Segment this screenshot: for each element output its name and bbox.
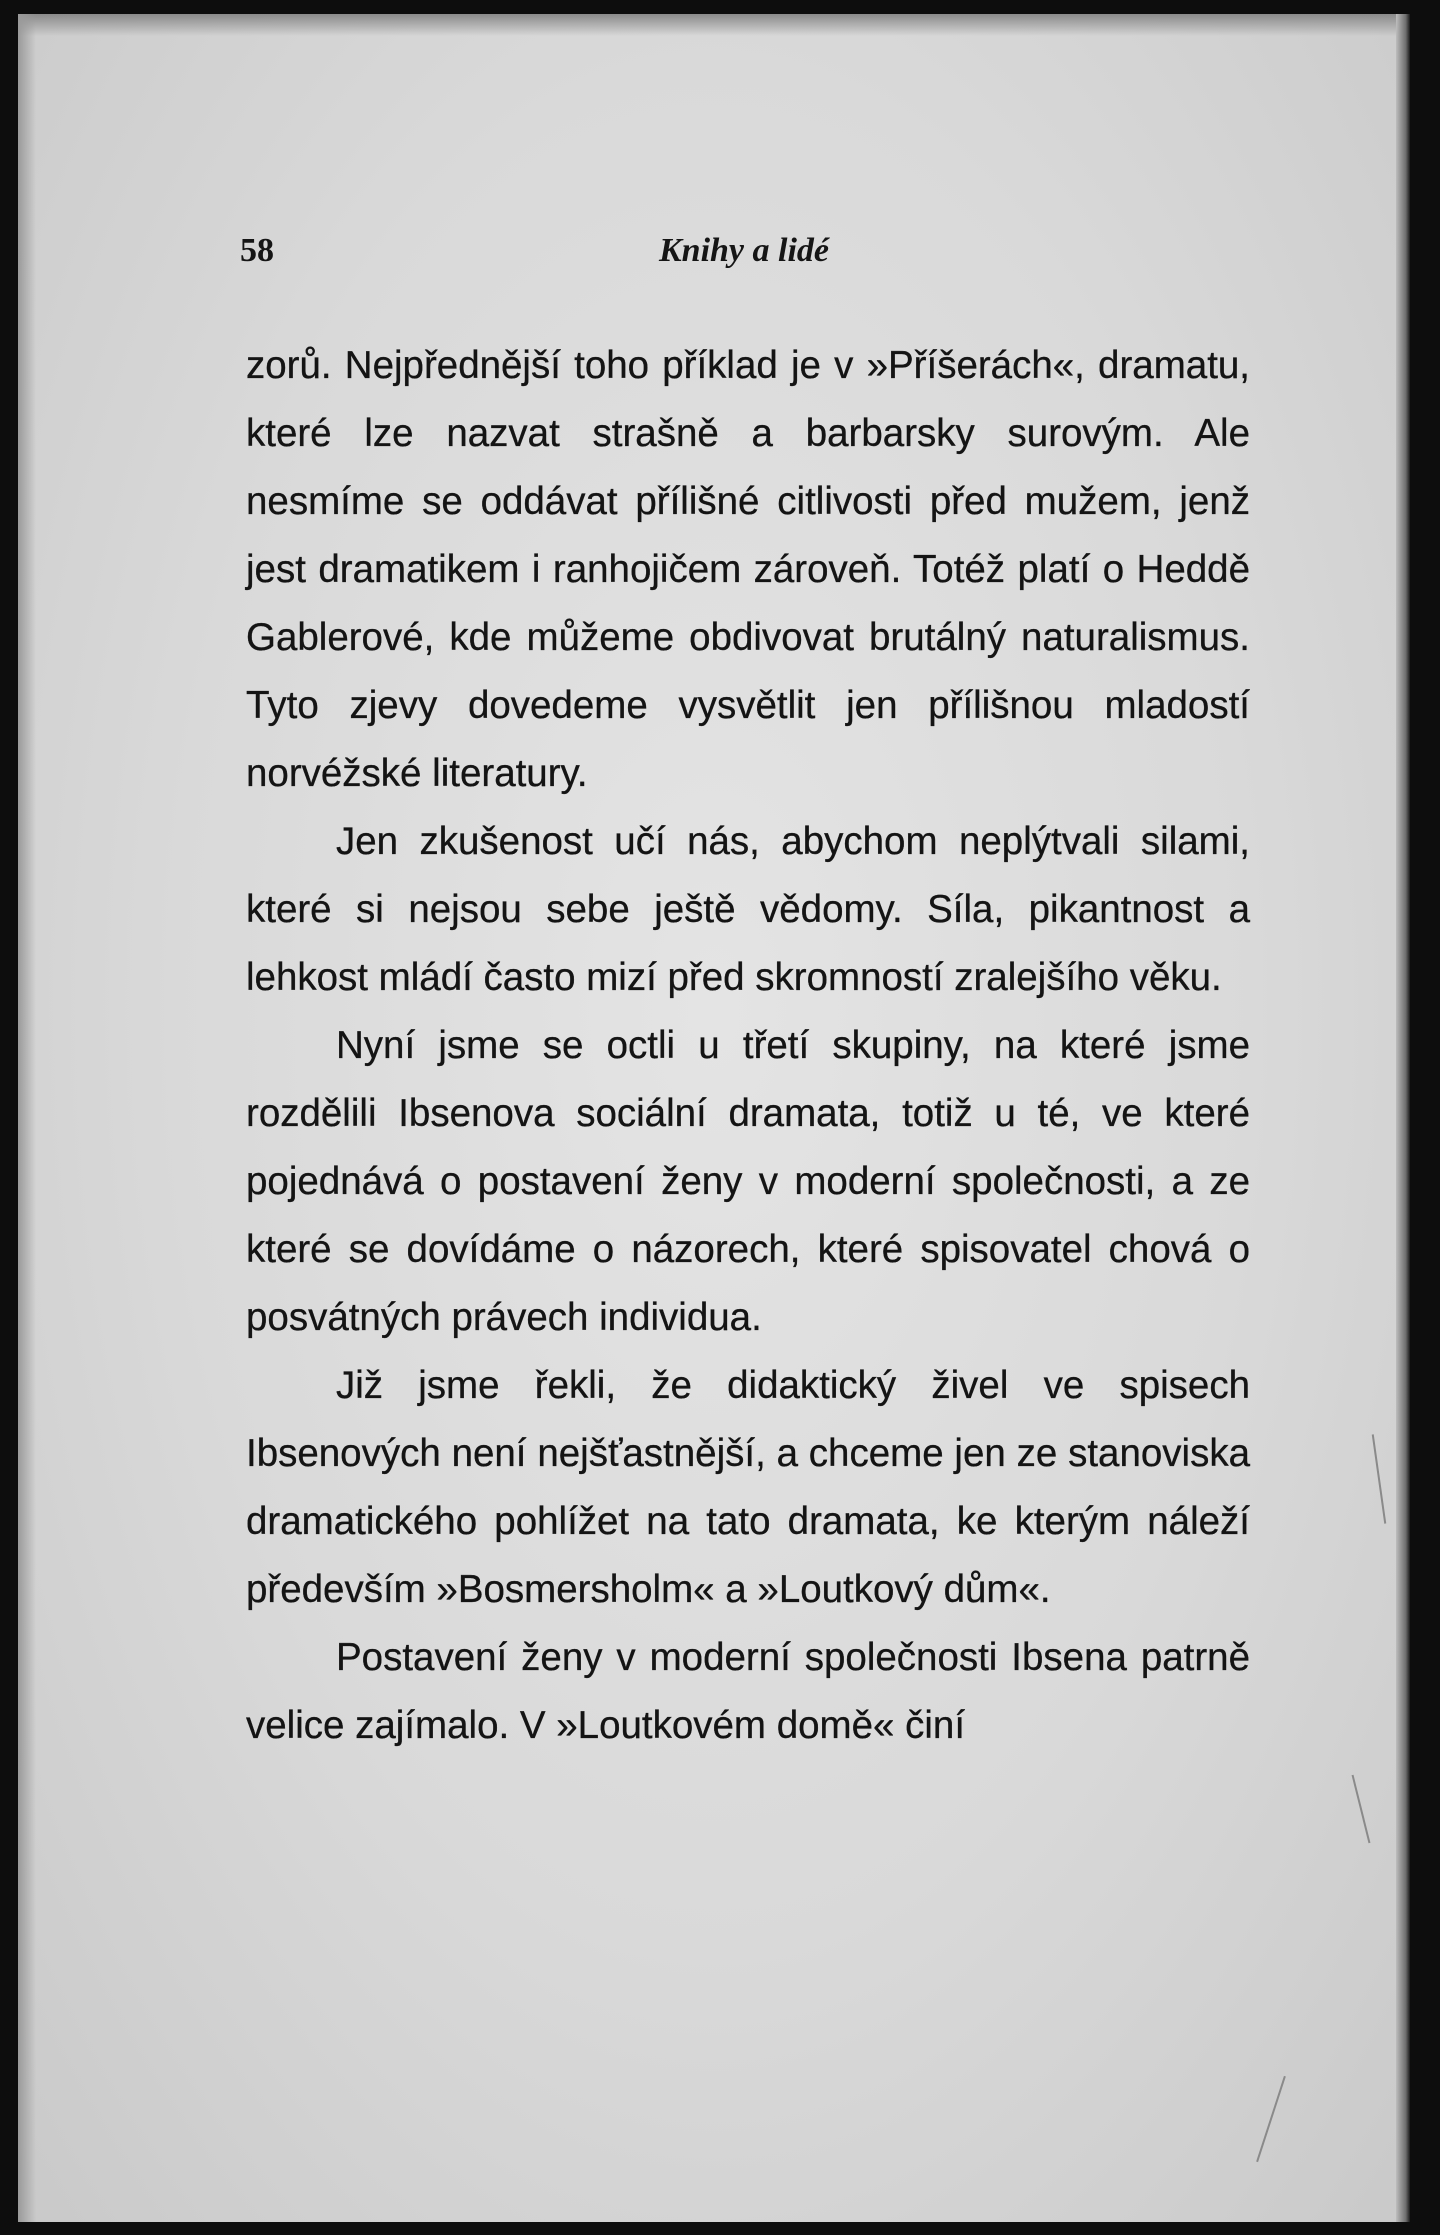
paragraph: zorů. Nejpřednější toho příklad je v »Příšerách«, dramatu, které lze nazvat strašně a barbarsky surovým. Ale nesmíme se oddávat přílišné citlivosti před mužem, jenž jest dramatikem i ranhojičem zároveň. Totéž platí o Heddě Gablerové, kde můžeme obdivovat brutálný naturalismus. Tyto zjevy dovedeme vysvětlit jen přílišnou mladostí norvéžské literatury.	[246, 344, 1250, 795]
paragraph: Postavení ženy v moderní společnosti Ibsena patrně velice zajímalo. V »Loutkovém domě« činí	[246, 1636, 1250, 1747]
page-edge-left	[18, 14, 36, 2222]
scan-speck	[1352, 1775, 1371, 1843]
running-title: Knihy a lidé	[658, 232, 830, 269]
book-page	[18, 14, 1410, 2222]
paragraph: Jen zkušenost učí nás, abychom neplýtvali silami, které si nejsou sebe ještě vědomy. Síla, pikantnost a lehkost mládí často mizí před skromností zralejšího věku.	[246, 820, 1250, 999]
body-text	[246, 332, 1250, 1760]
scan-speck	[1256, 2076, 1286, 2162]
paragraph: Nyní jsme se octli u třetí skupiny, na které jsme rozdělili Ibsenova sociální dramata, totiž u té, ve které pojednává o postavení ženy v moderní společnosti, a ze které se dovídáme o názorech, které spisovatel chová o posvátných právech individua.	[246, 1024, 1250, 1339]
page-edge-right	[1396, 14, 1410, 2222]
page-number: 58	[240, 232, 274, 269]
scan-speck	[1372, 1434, 1387, 1523]
page-header	[240, 232, 1248, 292]
page-edge-top	[18, 14, 1410, 36]
paragraph: Již jsme řekli, že didaktický živel ve spisech Ibsenových není nejšťastnější, a chceme jen ze stanoviska dramatického pohlížet na tato dramata, ke kterým náleží především »Bosmersholm« a »Loutkový dům«.	[246, 1364, 1250, 1611]
